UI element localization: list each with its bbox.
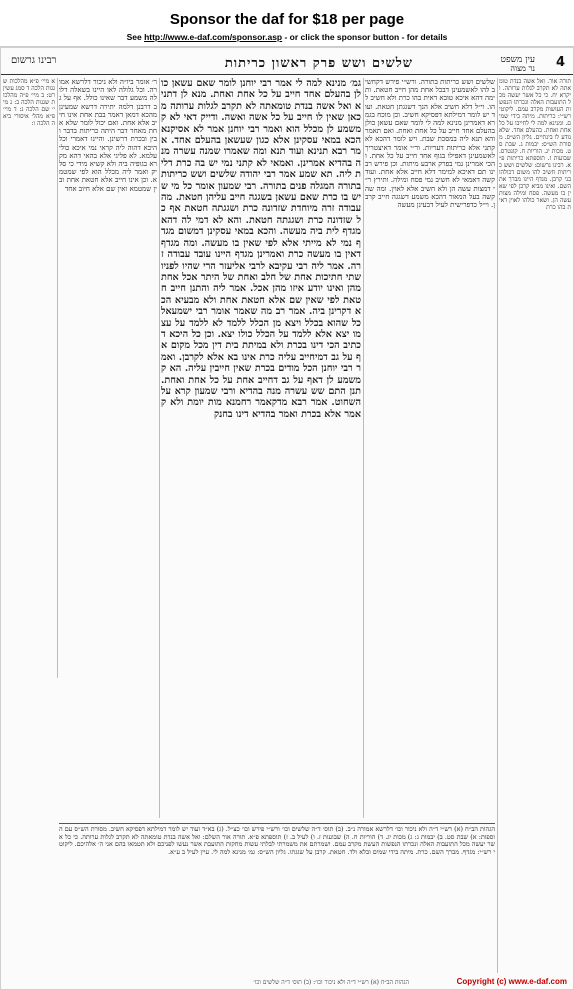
sponsor-subtitle — [0, 32, 574, 42]
ein-mishpat-heading: עין משפט — [500, 55, 535, 65]
ner-mitzva-heading: נר מצוה — [510, 64, 535, 73]
page-header — [1, 52, 573, 75]
sponsor-link[interactable]: http://www.e-daf.com/sponsor.asp — [144, 32, 283, 42]
copyright-link[interactable]: Copyright (c) www.e-daf.com — [456, 977, 567, 986]
gemara-main-text: גמ׳ מנינא למה לי אמר רבי יוחנן לומר שאם עשאן כולן בהעלם אחד חייב על כל אחת ואחת. מנא לן דתניא ואל אשה בנדת טומאתה לא תקרב לגלות ערותה מכאן שאין לו חייב על כל אשה ואשה. ודייק דאי לא קמשמע לן מכלל הוא ואמר רבי יוחנן אמר לא אסיקנא הכא במאי עסקינן אלא כגון שעשאן בהעלם אחד. אמר רבא תנינא ועוד תנא ומה שאמרו שמנה עשרה מנה בהדיא אמרינן. ואמאי לא קתני נמי יש בה כרת דלית ליה. תא שמע אמר רבי יהודה שלשים ושש כריתות בתורה המגלה פנים בתורה. רבי שמעון אומר כל מי שיש בו כרת שאם עשאן בשגגה חייב עליהן חטאת. מה עבודה זרה מיוחדת שזדונה כרת ושגגתה חטאת אף כל שזדונה כרת ושגגתה חטאת. והא לא דמי לה דהא מגדף לית ביה מעשה. והכא במאי עסקינן דמשום מגדף נמי לא מייתי אלא לפי שאין בו מעשה. ומה מגדף דאין בו מעשה כרת ואמרינן מגדף היינו עובד עבודה זרה. אמר ליה רבי עקיבא לרבי אליעזר הרי שהיו לפניו שתי חתיכות אחת של חלב ואחת של היתר אכל אחת מהן ואינו יודע איזו מהן אכל. אמר ליה והתנן חייב חטאת לפי שאין שם אלא חטאת אחת ולא מבעיא הכא דקרינן ביה. אמר רב מה שאמר אומר רבי ישמעאל כל שהוא בכלל ויצא מן הכלל ללמד לא ללמד על עצמו יצא אלא ללמד על הכלל כולו יצא. וכן כל היכא דכתיב הכי דינו בכרת ולא במיתת בית דין מכל מקום אף על גב דמיחייב עליה כרת אינו בא אלא לקרבן. ואמר רבי יוחנן הכל מודים בכרת שאין חייבין עליה. הא קמשמע לן דאף על גב דחייב אחת על כל אחת ואחת. תנן התם שש עשרה מנה בהדיא ורבי שמעון קרא על השחוט. אמר רבא מדקאמר רחמנא מות יומת ולא קאמר אלא בכרת ואמר בהדיא דינו בחנק — [161, 78, 361, 420]
column-divider — [159, 78, 160, 818]
talmud-page — [0, 47, 574, 990]
rashi-commentary: ר׳ אומר ביו״ה ולא ניכור דלרשא אמורה. וכל גלולה לאו היינו בשאלה דלולה משמע דבר שאינו כולל. אף על גב דרבנן דלמה יתירה דרשא שמעינן מהכא דמאן דאמר בבת אחת אינו חייב אלא אחת. ואם יכול לומר שלא אחת מאחר דבר היתה כריתות בדבר ובין ובכרת דרשינן. והיינו דאמרי וכל היכא דהוה ליה קראי נמי איכא כולי עלמא. לא פליגי אלא בהאי דהא מקרא בגופיה ביה ולא קשיא מידי כי סליק ואמר ליה מכלל הוא לפי שמטמא. וכן אינו חייב אלא חטאת אחת ובין שמטמא ואין שם אלא חיוב אחד — [59, 78, 157, 193]
page-title: שלשים ושש פרק ראשון כריתות — [224, 56, 413, 71]
sponsor-subtitle-suffix: - or click the sponsor button - for details — [282, 32, 448, 42]
page-number: 4 — [555, 55, 565, 70]
column-divider — [57, 78, 58, 678]
column-divider — [363, 78, 364, 818]
sponsor-banner[interactable] — [0, 0, 574, 47]
rabbeinu-gershom-heading: רבינו גרשום — [11, 55, 57, 66]
margin-notes-right: תורה אור. ואל אשה בנדת טומאתה לא תקרב לגלות ערותה. ויקרא יח. כי כל אשר יעשה מכל התועבות האלה ונכרתו הנפשות העושות מקרב עמם. ליקוטי רש״י: כריתות. מיתה בידי שמים. ומנינא למה לי לחייבו על כל אחת ואחת. בהעלם אחד. שלא נודע לו בינתיים. גליון הש״ס. מסורת הש״ס: יבמות ג. שבת סט. מכות יג. הוריות ח. קונטרס. שבועות ז. תוספתא כריתות פ״א. רבינו גרשום: שלשים ושש כריתות חשיב להו משום דכולהו בני קרבן. מגדף היינו מברך את השם. ואינו מביא קרבן לפי שאין בו מעשה. פסח ומילה מצות עשה הן. ושאר כולהו לאוין דאית בהו כרת — [499, 78, 571, 211]
sponsor-subtitle-prefix: See — [126, 32, 145, 42]
bottom-notes: הגהות הב״ח (א) רש״י ד״ה ולא ניכור וכו׳ דלרשא אמורה נ״ב. (ב) תוס׳ ד״ה שלשים וכו׳ ורש״י פירש וכו׳ כצ״ל. (ג) בא״ד ועוד יש לומר דמילתא דפסיקא חשיב. מסורת הש״ס עם הוספות: א) שבת סט. ב) יבמות ג: ג) מכות יג. ד) הוריות ח. ה) שבועות ז. ו) לעיל ב. ז) תוספתא פ״א. תורה אור השלם: ואל אשה בנדת טומאתה לא תקרב לגלות ערותה. כי כל אשר יעשה מכל התועבות האלה ונכרתו הנפשות העשת מקרב עמם. ושמרתם את משמרתי לבלתי עשות מחקות התועבת אשר נעשו לפניכם ולא תטמאו בהם אני ה׳ אלהיכם. ליקוטי רש״י: מגדף. מברך השם. כרת. מיתה בידי שמים ובלא ולד. חטאת. קרבן על שגגתו. גליון הש״ס: גמ׳ מנינא למה לי. עיין לעיל ב ע״א. — [59, 823, 495, 978]
footer-note: הגהות הב״ח (א) רש״י ד״ה ולא ניכור וכו׳: (ב) תוס׳ ד״ה שלשים וכו׳ — [253, 979, 409, 986]
column-divider — [497, 78, 498, 973]
ein-mishpat-margin: א מיי׳ פ״א מהלכות שגגות הלכה ד סמג עשין רט: ב מיי׳ פ״ה מהלכות שגגות הלכה ב: ג מיי׳ שם הלכה ג: ד מיי׳ פ״א מהל׳ איסורי ביאה הלכה ו: — [3, 78, 55, 127]
tosafot-commentary: שלשים ושש כריתות בתורה. ורש״י פירש דקחשיב להו לאשמעינן דבכל אחת מהן חייב חטאת. ותימה דהא איכא טובא דאית בהו כרת ולא חשיב להו. וי״ל דלא חשיב אלא הנך דשגגתן חטאת. ועוד יש לומר דמילתא דפסיקא חשיב. וכן מוכח בגמרא דאמרינן מנינא למה לי לומר שאם עשאן כולן בהעלם אחד חייב על כל אחת ואחת. ואם תאמר והא תנא ליה במסכת שבת. ויש לומר דהכא לא קתני אלא כריתות דעריות. ור״י אומר דאיצטריך לאשמעינן דאפילו בגוף אחד חייב על כל אחת. והכי אמרינן נמי בפרק ארבע מיתות. וכן פירש רבינו תם דאיכא למימר דלא חייב אלא אחת. ועוד קשה דאמאי לא חשיב נמי פסח ומילה. ותירץ ר״י דמצות עשה הן ולא חשיב אלא לאוין. ומה שהקשה בעל המאור דהכא משמע דשגגה חייב קרבן. וי״ל כדפרישית לעיל דבעינן מעשה — [365, 78, 495, 210]
sponsor-title[interactable]: Sponsor the daf for $18 per page — [169, 11, 405, 28]
